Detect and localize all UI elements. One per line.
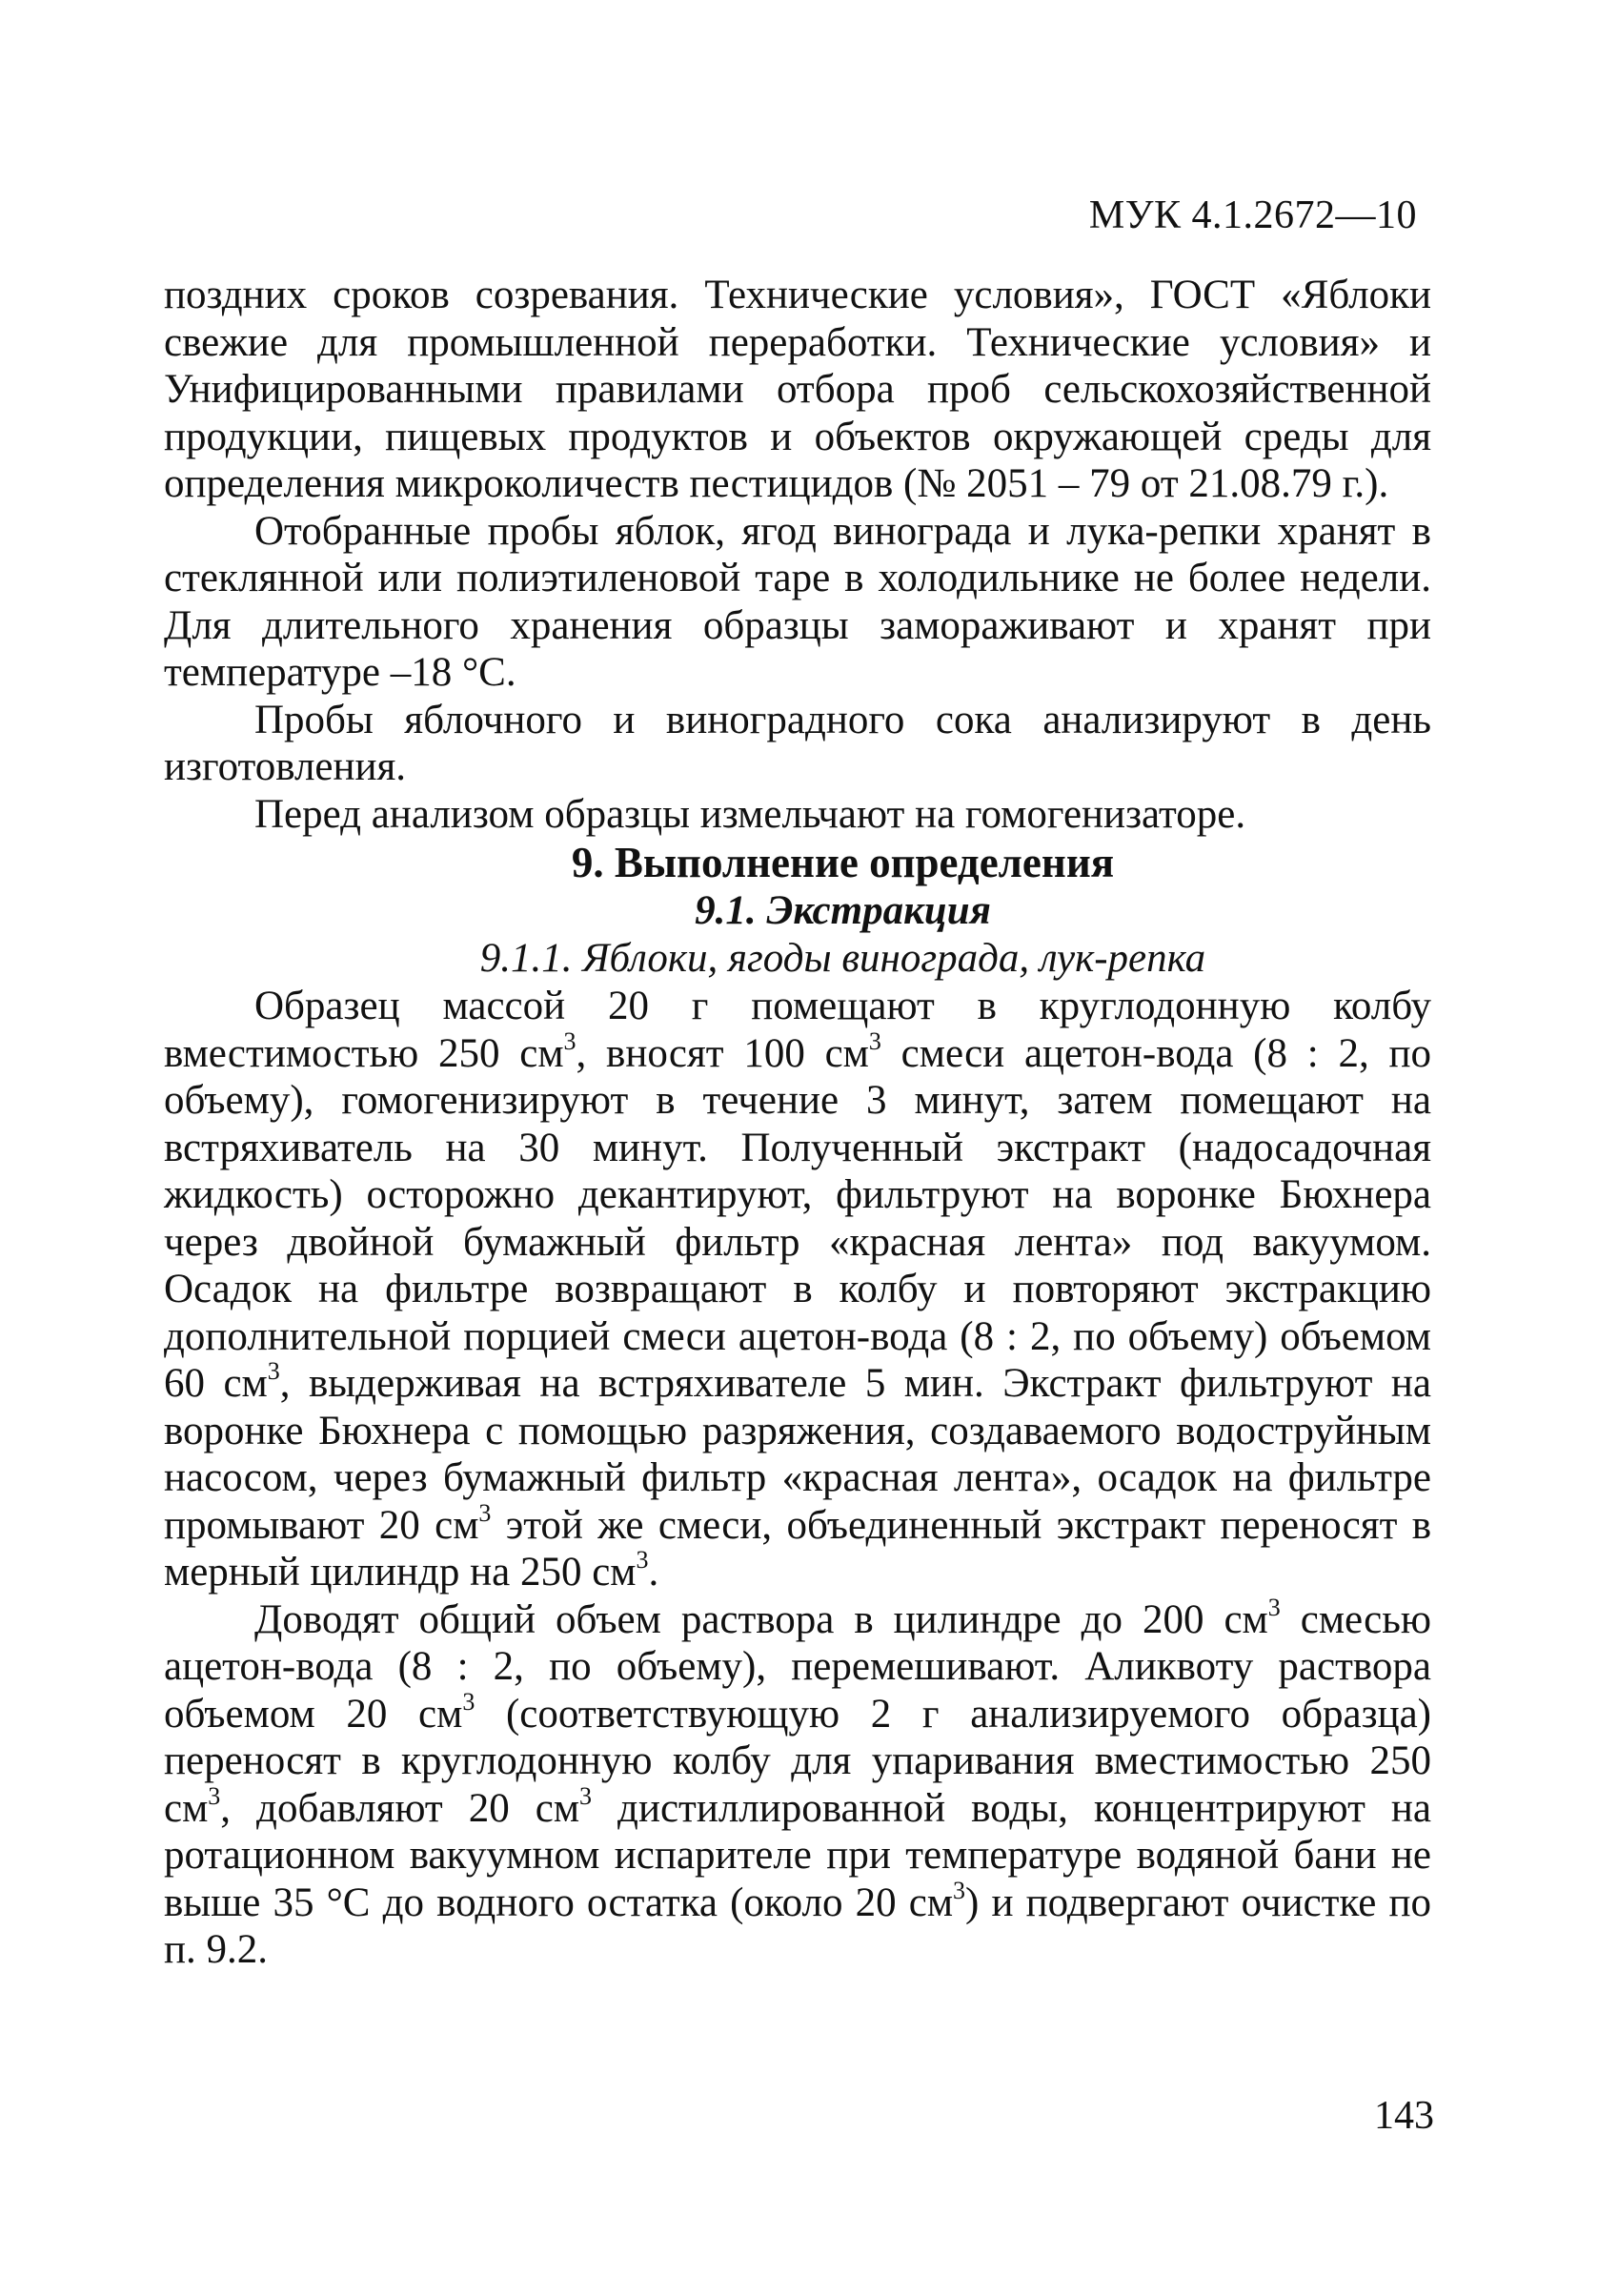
superscript: 3 — [267, 1357, 280, 1385]
text-run: Образец массой 20 г помещают в круглодонную колбу вместимостью 250 см — [164, 984, 1431, 1076]
superscript: 3 — [579, 1781, 593, 1810]
text-run: этой же смеси, объединенный экстракт переносят в мерный цилиндр на 250 см — [164, 1502, 1432, 1595]
section-heading: 9. Выполнение определения — [571, 839, 1115, 886]
text-run: , добавляют 20 см — [220, 1785, 580, 1831]
text-run: ) и подвергают очистке по п. 9.2. — [164, 1879, 1431, 1972]
superscript: 3 — [478, 1498, 492, 1527]
text-run: Доводят общий объем раствора в цилиндре до 200 см — [254, 1596, 1268, 1642]
paragraph-continuation: поздних сроков созревания. Технические условия», ГОСТ «Яблоки свежие для промышленной переработки. Технические условия» и Унифицированными правилами отбора проб сельскохозяйственной продукции, пищевых продуктов и объектов окружающей среды для определения микроколичеств пестицидов (№ 2051 – 79 от 21.08.79 г.). — [164, 273, 1431, 506]
text-run: . — [648, 1550, 659, 1595]
paragraph-storage: Отобранные пробы яблок, ягод винограда и лука-репки хранят в стеклянной или полиэтиленовой таре в холодильнике не более недели. Для длительного хранения образцы замораживают и хранят при температуре –18 °С. — [164, 508, 1431, 695]
page-number: 143 — [1374, 2094, 1434, 2138]
body-text — [164, 272, 1431, 1974]
superscript: 3 — [462, 1687, 475, 1716]
superscript: 3 — [636, 1546, 649, 1574]
document-code-header: МУК 4.1.2672—10 — [1088, 193, 1417, 237]
superscript: 3 — [868, 1026, 881, 1055]
paragraph-homogenizer: Перед анализом образцы измельчают на гомогенизаторе. — [254, 791, 1246, 837]
text-run: , выдерживая на встряхивателе 5 мин. Экстракт фильтруют на воронке Бюхнера с помощью разряжения, создаваемого водоструйным насосом, через бумажный фильтр «красная лента», осадок на фильтре промывают 20 см — [164, 1361, 1431, 1548]
text-run: , вносят 100 см — [576, 1030, 869, 1076]
subsection-heading: 9.1. Экстракция — [695, 888, 991, 933]
superscript: 3 — [953, 1876, 966, 1904]
text-run: (соответствующую 2 г анализируемого образца) переносят в круглодонную колбу для упаривания вместимостью 250 см — [164, 1691, 1431, 1831]
text-run: смеси ацетон-вода (8 : 2, по объему), гомогенизируют в течение 3 минут, затем помещают на встряхиватель на 30 минут. Полученный экстракт (надосадочная жидкость) осторожно декантируют, фильтруют на воронке Бюхнера через двойной бумажный фильтр «красная лента» под вакуумом. Осадок на фильтре возвращают в колбу и повторяют экстракцию дополнительной порцией смеси ацетон-вода (8 : 2, по объему) объемом 60 см — [164, 1030, 1431, 1406]
paragraph-juice: Пробы яблочного и виноградного сока анализируют в день изготовления. — [164, 697, 1431, 789]
text-run: дистиллированной воды, концентрируют на ротационном вакуумном испарителе при температуре водяной бани не выше 35 °С до водного остатка (около 20 см — [164, 1785, 1431, 1925]
superscript: 3 — [563, 1026, 576, 1055]
text-run: смесью ацетон-вода (8 : 2, по объему), перемешивают. Аликвоту раствора объемом 20 см — [164, 1596, 1432, 1737]
paragraph-extraction — [164, 983, 1431, 1596]
superscript: 3 — [1267, 1593, 1281, 1621]
paragraph-volume — [164, 1593, 1432, 1974]
subsubsection-heading: 9.1.1. Яблоки, ягоды винограда, лук-репка — [479, 936, 1206, 981]
superscript: 3 — [208, 1781, 221, 1810]
